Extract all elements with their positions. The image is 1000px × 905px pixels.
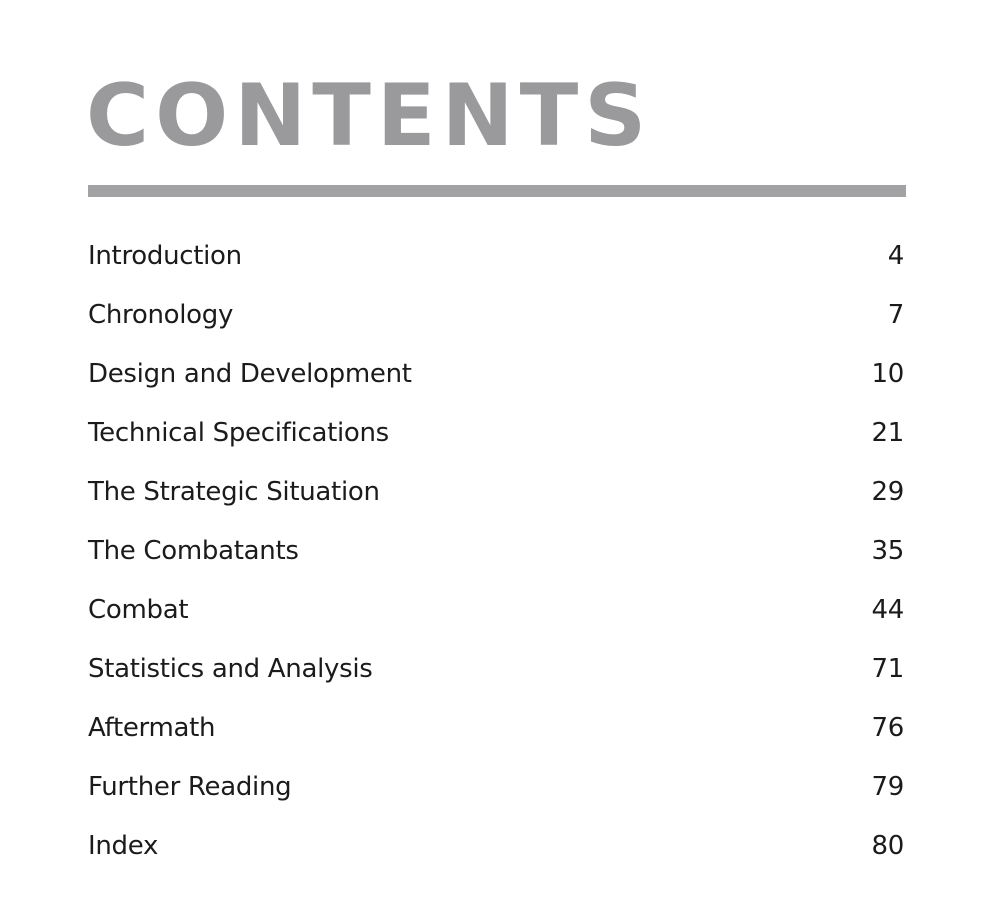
toc-entry-chronology[interactable] [88,285,906,344]
toc-entry-page-number: 10 [871,358,904,389]
toc-entry-aftermath[interactable] [88,698,906,757]
toc-entry-label: Combat [88,594,189,625]
toc-entry-strategic-situation[interactable] [88,462,906,521]
toc-entry-design-and-development[interactable] [88,344,906,403]
toc-entry-technical-specifications[interactable] [88,403,906,462]
toc-entry-combatants[interactable] [88,521,906,580]
toc-entry-label: Further Reading [88,771,292,802]
toc-entry-page-number: 7 [887,299,904,330]
toc-entry-label: Statistics and Analysis [88,653,373,684]
toc-entry-label: The Strategic Situation [88,476,380,507]
toc-entry-label: Technical Specifications [88,417,389,448]
toc-entry-page-number: 4 [887,240,904,271]
toc-entry-page-number: 29 [871,476,904,507]
toc-entry-label: Introduction [88,240,242,271]
toc-entry-page-number: 35 [871,535,904,566]
toc-entry-further-reading[interactable] [88,757,906,816]
toc-entry-label: Chronology [88,299,234,330]
toc-entry-page-number: 76 [871,712,904,743]
toc-entry-page-number: 79 [871,771,904,802]
toc-entry-statistics-and-analysis[interactable] [88,639,906,698]
toc-entry-label: The Combatants [88,535,299,566]
toc-entry-page-number: 21 [871,417,904,448]
toc-entry-index[interactable] [88,816,906,875]
title-divider [88,185,906,197]
toc-entry-label: Index [88,830,159,861]
toc-entry-combat[interactable] [88,580,906,639]
toc-entry-page-number: 71 [871,653,904,684]
page-title: CONTENTS [86,66,653,166]
toc-entry-page-number: 80 [871,830,904,861]
table-of-contents [88,226,906,875]
toc-entry-page-number: 44 [871,594,904,625]
toc-entry-label: Aftermath [88,712,216,743]
toc-entry-label: Design and Development [88,358,412,389]
toc-entry-introduction[interactable] [88,226,906,285]
